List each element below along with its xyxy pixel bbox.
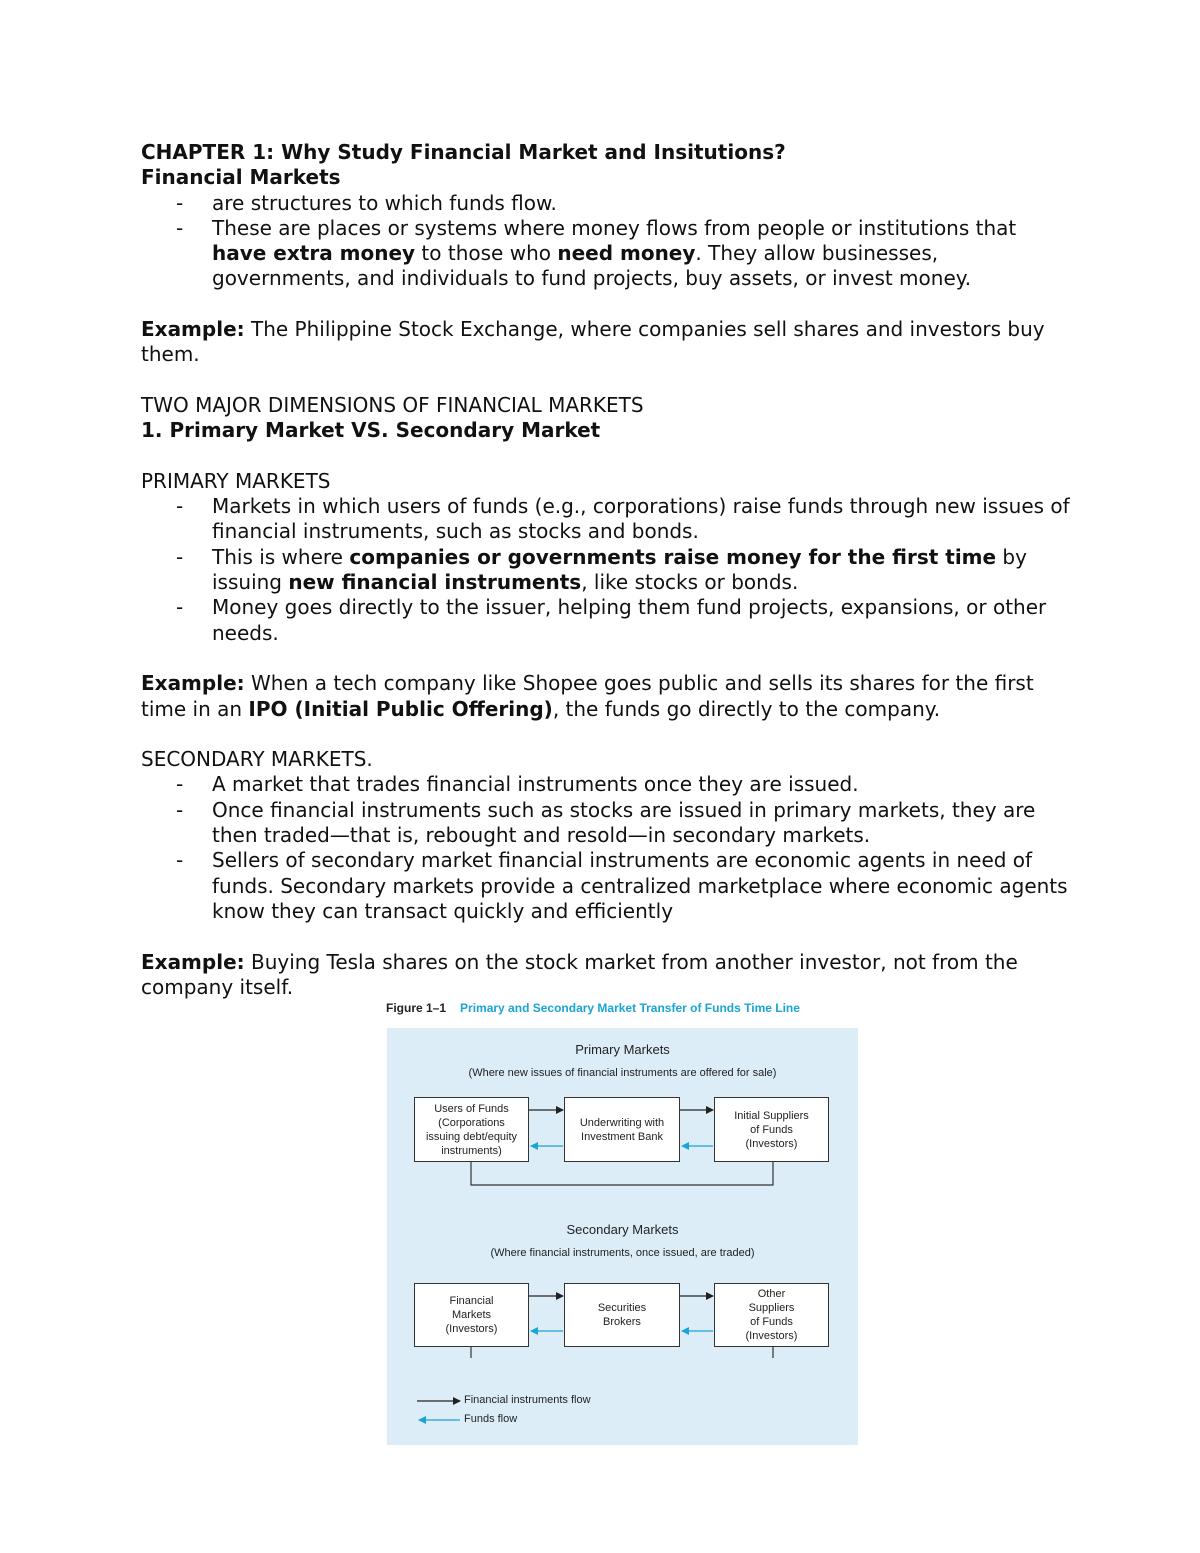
- legend-instruments-label: Financial instruments flow: [464, 1394, 591, 1406]
- secondary-markets-subtitle: (Where financial instruments, once issued, are traded): [490, 1247, 755, 1259]
- legend-funds-label: Funds flow: [464, 1413, 518, 1425]
- securities-brokers-box: Securities Brokers: [564, 1283, 680, 1347]
- connector-line: [471, 1162, 773, 1185]
- list-item: - Sellers of secondary market financial instruments are economic agents in need of funds. Secondary markets provide a centralized marketplace where economic agents know they can transact quickly and efficiently: [212, 848, 1071, 924]
- list-item: - Money goes directly to the issuer, helping them fund projects, expansions, or other needs.: [212, 595, 1071, 646]
- other-suppliers-box: Other Suppliers of Funds (Investors): [714, 1283, 829, 1347]
- list-item: - Markets in which users of funds (e.g., corporations) raise funds through new issues of financial instruments, such as stocks and bonds.: [212, 494, 1071, 545]
- list-item: - are structures to which funds flow.: [212, 191, 1071, 216]
- list-item: - These are places or systems where money flows from people or institutions that have extra money to those who need money. They allow businesses, governments, and individuals to fund projects, buy assets, or invest money.: [212, 216, 1071, 292]
- financial-markets-heading: Financial Markets: [141, 165, 341, 190]
- example-paragraph: Example: When a tech company like Shopee goes public and sells its shares for the first time in an IPO (Initial Public Offering), the funds go directly to the company.: [141, 671, 1034, 721]
- secondary-markets-list: [141, 772, 1071, 924]
- primary-markets-heading: PRIMARY MARKETS: [141, 468, 331, 493]
- primary-markets-subtitle: (Where new issues of financial instruments are offered for sale): [468, 1067, 777, 1079]
- secondary-markets-heading: SECONDARY MARKETS.: [141, 747, 373, 772]
- list-item: - This is where companies or governments raise money for the first time by issuing new financial instruments, like stocks or bonds.: [212, 545, 1071, 596]
- underwriting-box: Underwriting with Investment Bank: [564, 1097, 680, 1162]
- figure-title: Primary and Secondary Market Transfer of Funds Time Line: [460, 1001, 800, 1015]
- primary-markets-title: Primary Markets: [575, 1042, 670, 1057]
- primary-markets-list: [141, 494, 1071, 646]
- secondary-markets-title: Secondary Markets: [566, 1222, 679, 1237]
- financial-markets-box: Financial Markets (Investors): [414, 1283, 529, 1347]
- dimensions-heading: TWO MAJOR DIMENSIONS OF FINANCIAL MARKETS: [141, 392, 644, 417]
- document-body: [141, 140, 1071, 1000]
- chapter-title: CHAPTER 1: Why Study Financial Market and Insitutions?: [141, 140, 786, 164]
- list-item: - Once financial instruments such as stocks are issued in primary markets, they are then traded—that is, rebought and resold—in secondary markets.: [212, 798, 1071, 849]
- example-paragraph: Example: Buying Tesla shares on the stock market from another investor, not from the company itself.: [141, 949, 1018, 999]
- figure-1-1: [386, 998, 858, 1425]
- figure-panel: [387, 1028, 858, 1445]
- users-of-funds-box: Users of Funds (Corporations issuing debt/equity instruments): [414, 1097, 529, 1162]
- financial-markets-list: [141, 191, 1071, 292]
- list-item: - A market that trades financial instruments once they are issued.: [212, 772, 1071, 797]
- figure-number: Figure 1–1: [386, 1001, 447, 1015]
- example-paragraph: Example: The Philippine Stock Exchange, where companies sell shares and investors buy them.: [141, 317, 1045, 367]
- initial-suppliers-box: Initial Suppliers of Funds (Investors): [714, 1097, 829, 1162]
- dimension-item: 1. Primary Market VS. Secondary Market: [141, 418, 601, 443]
- figure-caption: [386, 998, 858, 1028]
